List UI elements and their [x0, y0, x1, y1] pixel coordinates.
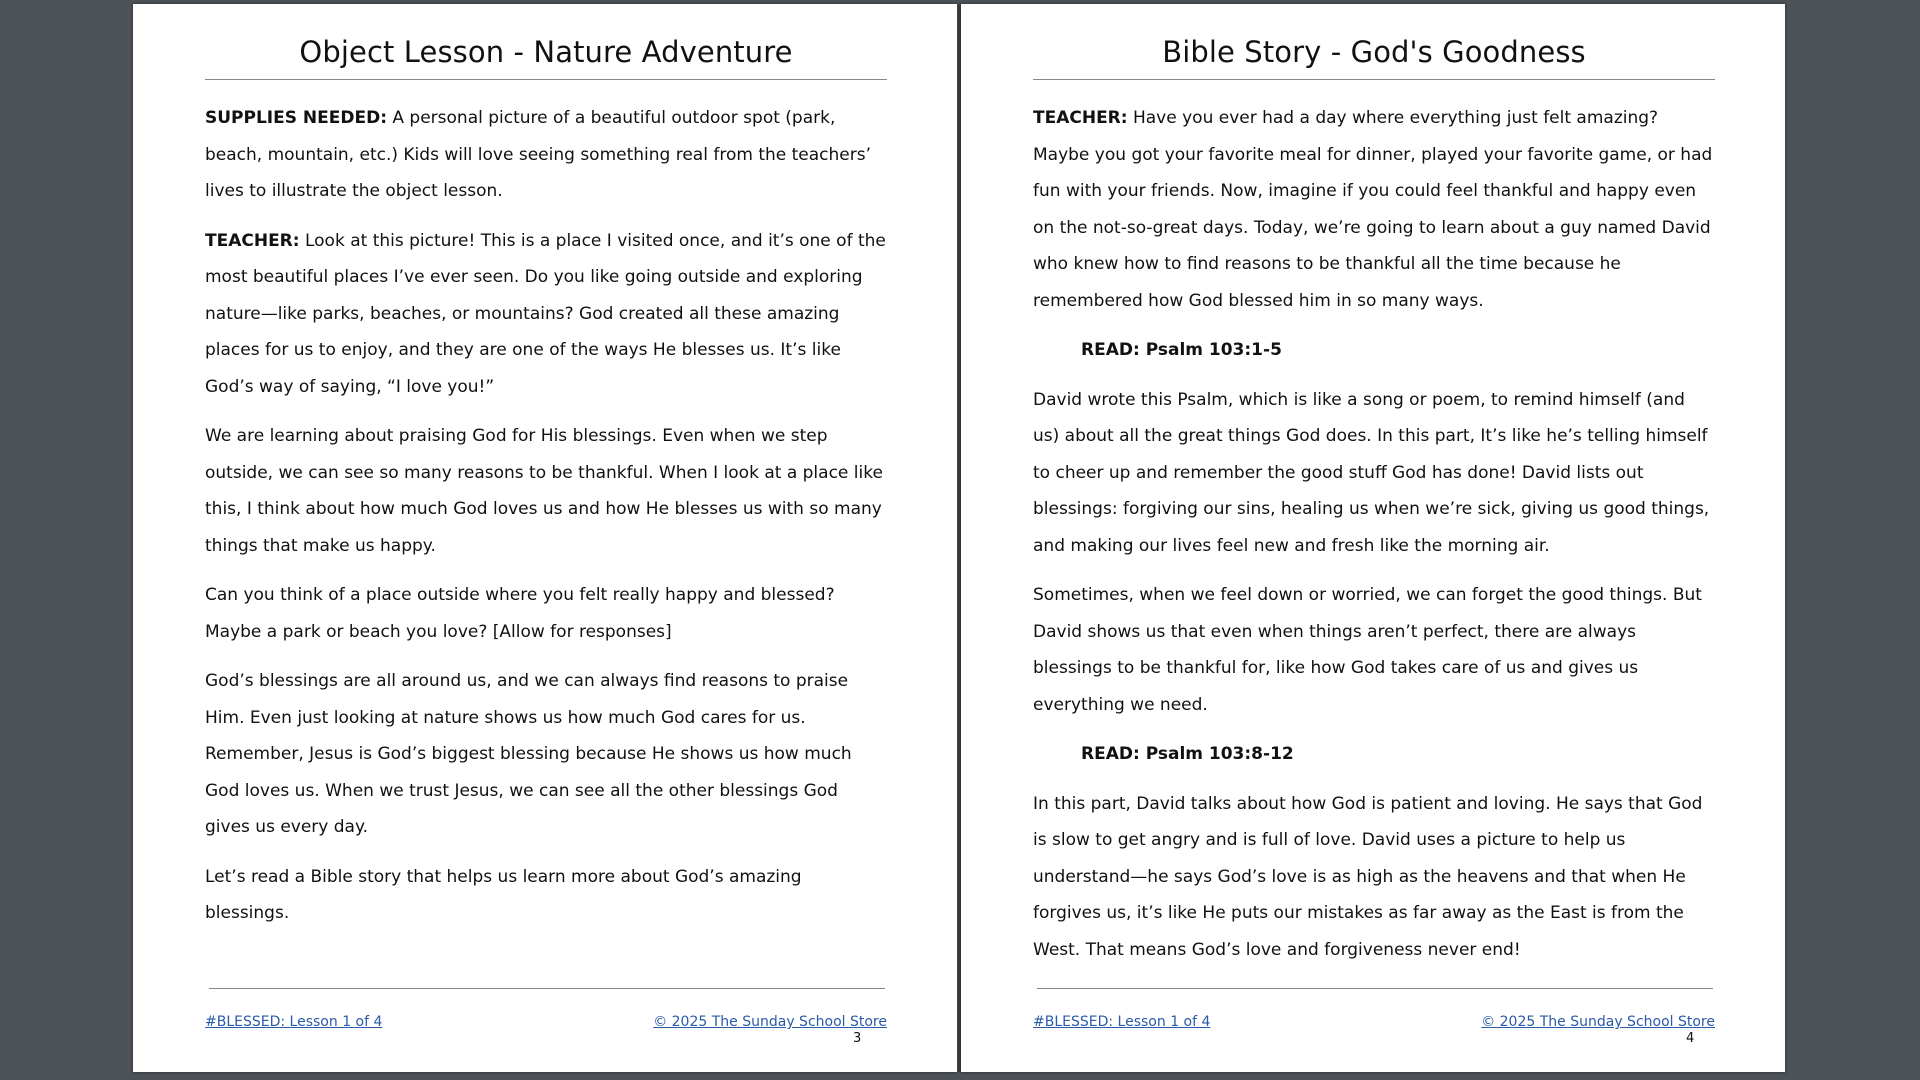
paragraph: Sometimes, when we feel down or worried, we can forget the good things. But David shows us that even when things aren’t perfect, there are always blessings to be thankful for, like how God takes care of us and gives us everything we need. [1033, 585, 1702, 715]
paragraph: In this part, David talks about how God is patient and loving. He says that God is slow to get angry and is full of love. David uses a picture to help us understand—he says God’s love is as high as the heavens and that when He forgives us, it’s like He puts our mistakes as far away as the East is from the West. That means God’s love and forgiveness never end! [1033, 793, 1703, 960]
footer-divider [1037, 988, 1713, 989]
paragraph: We are learning about praising God for His blessings. Even when we step outside, we can see so many reasons to be thankful. When I look at a place like this, I think about how much God loves us and how He blesses us with so many things that make us happy. [205, 426, 883, 556]
title-divider [1033, 79, 1715, 80]
paragraph-lead: TEACHER: [1033, 108, 1128, 128]
paragraph-lead: SUPPLIES NEEDED: [205, 108, 387, 128]
page-number: 3 [853, 1031, 862, 1046]
page-body [205, 100, 887, 932]
page-title: Object Lesson - Nature Adventure [299, 35, 793, 69]
paragraph: God’s blessings are all around us, and we can always find reasons to praise Him. Even just looking at nature shows us how much God cares for us. Remember, Jesus is God’s biggest blessing because He shows us how much God loves us. When we trust Jesus, we can see all the other blessings God gives us every day. [205, 671, 852, 837]
paragraph-text: Look at this picture! This is a place I visited once, and it’s one of the most beautiful places I’ve ever seen. Do you like going outside and exploring nature—like parks, beaches, or mountains? God created all these amazing places for us to enjoy, and they are one of the ways He blesses us. It’s like God’s way of saying, “I love you!” [205, 230, 886, 397]
paragraph-supplies [205, 100, 887, 210]
page-number: 4 [1686, 1031, 1695, 1046]
footer-lesson-link[interactable]: #BLESSED: Lesson 1 of 4 [1033, 1014, 1211, 1030]
page-body [1033, 100, 1715, 968]
paragraph-text: Have you ever had a day where everything just felt amazing? Maybe you got your favorite meal for dinner, played your favorite game, or had fun with your friends. Now, imagine if you could feel thankful and happy even on the not-so-great days. Today, we’re going to learn about a guy named David who knew how to find reasons to be thankful all the time because he remembered how God blessed him in so many ways. [1033, 108, 1713, 311]
scripture-reading: READ: Psalm 103:1-5 [1081, 340, 1282, 360]
footer-divider [209, 988, 885, 989]
footer-copyright-link[interactable]: © 2025 The Sunday School Store [1481, 1014, 1715, 1030]
paragraph: David wrote this Psalm, which is like a song or poem, to remind himself (and us) about all the great things God does. In this part, It’s like he’s telling himself to cheer up and remember the good stuff God has done! David lists out blessings: forgiving our sins, healing us when we’re sick, giving us good things, and making our lives feel new and fresh like the morning air. [1033, 389, 1710, 556]
paragraph: Let’s read a Bible story that helps us learn more about God’s amazing blessings. [205, 866, 802, 923]
scripture-reading: READ: Psalm 103:8-12 [1081, 744, 1294, 764]
document-page-left [133, 4, 957, 1072]
document-page-right [961, 4, 1785, 1072]
footer-lesson-link[interactable]: #BLESSED: Lesson 1 of 4 [205, 1014, 383, 1030]
page-title: Bible Story - God's Goodness [1162, 35, 1586, 69]
title-divider [205, 79, 887, 80]
paragraph: Can you think of a place outside where you felt really happy and blessed? Maybe a park or beach you love? [Allow for responses] [205, 585, 835, 642]
paragraph-lead: TEACHER: [205, 230, 300, 251]
paragraph-text: A personal picture of a beautiful outdoor spot (park, beach, mountain, etc.) Kids will love seeing something real from the teachers’ lives to illustrate the object lesson. [205, 108, 871, 201]
paragraph-teacher [205, 223, 887, 406]
footer-copyright-link[interactable]: © 2025 The Sunday School Store [653, 1014, 887, 1030]
paragraph-teacher [1033, 100, 1715, 319]
